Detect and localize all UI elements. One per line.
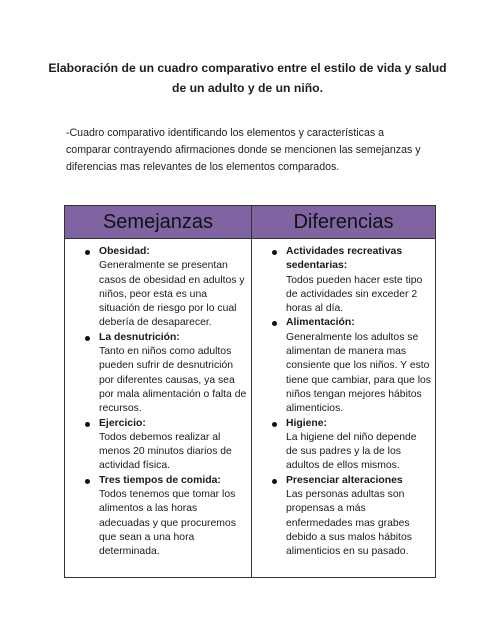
bullet-icon <box>272 321 277 326</box>
item-title: Alimentación: <box>286 317 355 329</box>
list-item <box>260 245 431 316</box>
list-item <box>73 474 247 560</box>
item-text: Las personas adultas son propensas a más enfermedades mas grabes debido a sus malos hábitos alimenticios en su pasado. <box>286 489 412 558</box>
item-text: Todos pueden hacer este tipo de actividades sin exceder 2 horas al día. <box>286 274 423 315</box>
item-text: Todos debemos realizar al menos 20 minutos diarios de actividad física. <box>99 431 232 472</box>
item-text: Todos tenemos que tomar los alimentos a las horas adecuadas y que procuremos que sean a una hora determinada. <box>99 489 236 558</box>
document-title: Elaboración de un cuadro comparativo entre el estilo de vida y salud de un adulto y de un niño. <box>48 61 447 95</box>
item-title: Higiene: <box>286 417 327 429</box>
list-item <box>73 331 247 417</box>
item-title: La desnutrición: <box>99 331 180 343</box>
list-item <box>260 417 431 474</box>
semejanzas-cell <box>65 239 252 578</box>
bullet-icon <box>85 422 90 427</box>
bullet-icon <box>85 479 90 484</box>
item-title: Presenciar alteraciones <box>286 474 403 486</box>
item-text: La higiene del niño depende de sus padres y la de los adultos de ellos mismos. <box>286 431 417 472</box>
list-item <box>73 245 247 331</box>
bullet-icon <box>272 422 277 427</box>
item-title: Obesidad: <box>99 246 150 257</box>
bullet-icon <box>85 250 90 255</box>
item-text: Tanto en niños como adultos pueden sufrir de desnutrición por diferentes causas, ya sea por mala alimentación o falta de recursos. <box>99 346 247 415</box>
list-item <box>73 417 247 474</box>
item-title: Actividades recreativas sedentarias: <box>286 246 403 272</box>
item-title: Tres tiempos de comida: <box>99 474 221 486</box>
diferencias-cell <box>252 239 436 578</box>
bullet-icon <box>272 250 277 255</box>
bullet-icon <box>272 479 277 484</box>
comparison-table <box>64 205 436 578</box>
header-diferencias: Diferencias <box>252 206 436 239</box>
item-text: Generalmente se presentan casos de obesidad en adultos y niños, peor esta es una situación de riesgo por lo cual debería de desaparecer. <box>99 260 245 329</box>
header-semejanzas: Semejanzas <box>65 206 252 239</box>
item-text: Generalmente los adultos se alimentan de manera mas consiente que los niños. Y esto tiene que cambiar, para que los niños tengan mejores hábitos alimenticios. <box>286 331 431 415</box>
semejanzas-list <box>73 245 247 560</box>
list-item <box>260 316 431 416</box>
item-title: Ejercicio: <box>99 417 146 429</box>
bullet-icon <box>85 336 90 341</box>
diferencias-list <box>260 245 431 560</box>
list-item <box>260 474 431 560</box>
document-intro: -Cuadro comparativo identificando los elementos y características a comparar contrayendo afirmaciones donde se mencionen las semejanzas y diferencias mas relevantes de los elementos comparados. <box>66 127 421 173</box>
